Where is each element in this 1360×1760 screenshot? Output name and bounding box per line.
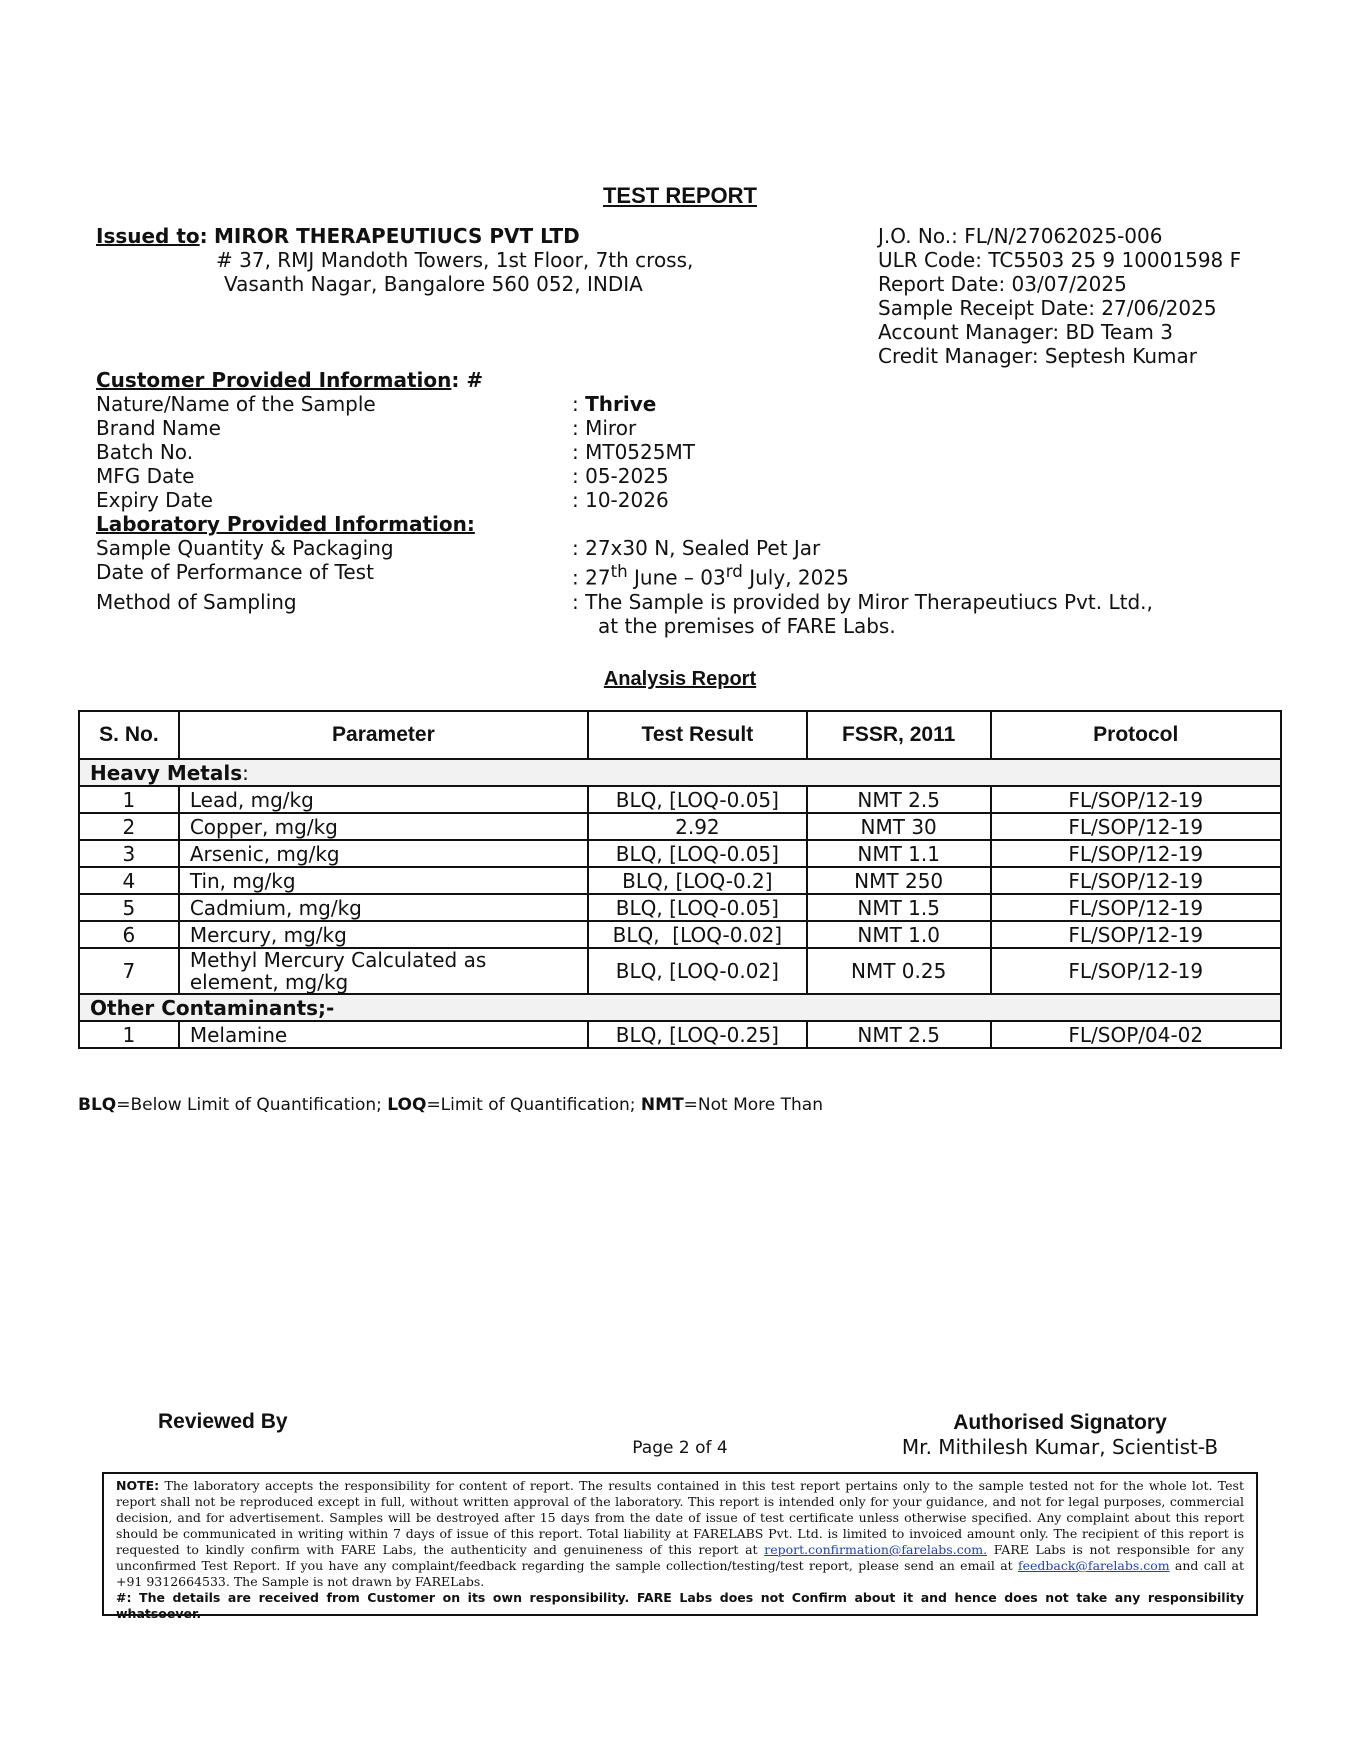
report-title: TEST REPORT: [602, 183, 757, 208]
customer-disclaimer: #: The details are received from Customer on its own responsibility. FARE Labs does not Confirm about it and hence does not take any responsibility whatsoever.: [116, 1590, 1244, 1621]
sample-information: [96, 368, 1216, 638]
table-row: 3 Arsenic, mg/kg BLQ, [LOQ-0.05] NMT 1.1 FL/SOP/12-19: [79, 840, 1281, 867]
report-date: Report Date: 03/07/2025: [878, 272, 1127, 296]
customer-info-heading: Customer Provided Information: #: [96, 368, 484, 392]
reviewed-by: Reviewed By: [158, 1410, 288, 1433]
info-row: MFG Date : 05-2025: [96, 464, 669, 488]
issued-to: Issued to: MIROR THERAPEUTIUCS PVT LTD: [96, 224, 580, 248]
company-address: [216, 248, 693, 296]
section-heavy-metals: Heavy Metals: [90, 760, 243, 785]
info-row: Date of Performance of Test : 27th June – 03rd July, 2025: [96, 560, 849, 590]
analysis-title: Analysis Report: [603, 668, 757, 690]
col-fssr: FSSR, 2011: [807, 711, 991, 759]
col-sno: S. No.: [79, 711, 179, 759]
info-row: Sample Quantity & Packaging : 27x30 N, Sealed Pet Jar: [96, 536, 821, 560]
table-row: 7 Methyl Mercury Calculated as element, mg/kg BLQ, [LOQ-0.02] NMT 0.25 FL/SOP/12-19: [79, 948, 1281, 994]
page-number: Page 2 of 4: [632, 1438, 728, 1458]
table-row: 6 Mercury, mg/kg BLQ, [LOQ-0.02] NMT 1.0 FL/SOP/12-19: [79, 921, 1281, 948]
disclaimer-note: NOTE: The laboratory accepts the responsibility for content of report. The results contained in this test report pertains only to the sample tested not for the whole lot. Test report shall not be reproduced except in full, without written approval of the laboratory. This report is intended only for your guidance, and not for legal purposes, commercial decision, and for advertisement. Samples will be destroyed after 15 days from the date of issue of test certificate unless otherwise specified. Any complaint about this report should be communicated in writing within 7 days of issue of this report. Total liability at FARELABS Pvt. Ltd. is limited to invoiced amount only. The recipient of this report is requested to kindly confirm with FARE Labs, the authenticity and genuineness of this report at report.confirmation@farelabs.com. FARE Labs is not responsible for any unconfirmed Test Report. If you have any complaint/feedback regarding the sample collection/testing/test report, please send an email at feedback@farelabs.com and call at +91 9312664533. The Sample is not drawn by FARELabs. #: The details are received from Customer on its own responsibility. FARE Labs does not Confirm about it and hence does not take any responsibility whatsoever.: [102, 1472, 1258, 1616]
table-row: 2 Copper, mg/kg 2.92 NMT 30 FL/SOP/12-19: [79, 813, 1281, 840]
col-protocol: Protocol: [991, 711, 1282, 759]
info-row: Nature/Name of the Sample : Thrive: [96, 392, 657, 416]
confirmation-email-link[interactable]: report.confirmation@farelabs.com.: [764, 1542, 988, 1557]
report-meta: [878, 224, 1241, 368]
table-row: 1 Lead, mg/kg BLQ, [LOQ-0.05] NMT 2.5 FL/SOP/12-19: [79, 786, 1281, 813]
section-row: [79, 994, 1281, 1021]
table-row: 1 Melamine BLQ, [LOQ-0.25] NMT 2.5 FL/SOP/04-02: [79, 1021, 1281, 1048]
section-row: Heavy Metals:: [79, 759, 1281, 786]
col-parameter: Parameter: [179, 711, 588, 759]
jo-number: J.O. No.: FL/N/27062025-006: [878, 224, 1163, 248]
signatory-name: Mr. Mithilesh Kumar, Scientist-B: [901, 1435, 1219, 1459]
section-other-contaminants: Other Contaminants;-: [90, 995, 335, 1020]
address-line: # 37, RMJ Mandoth Towers, 1st Floor, 7th cross,: [216, 248, 694, 272]
abbreviation-legend: BLQ=Below Limit of Quantification; LOQ=Limit of Quantification; NMT=Not More Than: [78, 1095, 824, 1115]
ulr-code: ULR Code: TC5503 25 9 10001598 F: [878, 248, 1242, 272]
info-row: Method of Sampling : The Sample is provided by Miror Therapeutiucs Pvt. Ltd., at the premises of FARE Labs.: [96, 589, 1153, 638]
authorised-signatory: Authorised Signatory Mr. Mithilesh Kumar, Scientist-B: [860, 1410, 1260, 1460]
lab-info-heading: Laboratory Provided Information:: [96, 512, 475, 536]
sample-receipt-date: Sample Receipt Date: 27/06/2025: [878, 296, 1217, 320]
company-name: MIROR THERAPEUTIUCS PVT LTD: [214, 224, 580, 248]
info-row: Batch No. : MT0525MT: [96, 440, 695, 464]
table-header-row: [79, 711, 1281, 759]
feedback-email-link[interactable]: feedback@farelabs.com: [1017, 1558, 1170, 1573]
info-row: Brand Name : Miror: [96, 416, 637, 440]
table-row: 5 Cadmium, mg/kg BLQ, [LOQ-0.05] NMT 1.5 FL/SOP/12-19: [79, 894, 1281, 921]
credit-manager: Credit Manager: Septesh Kumar: [878, 344, 1197, 368]
sample-name: Thrive: [585, 392, 657, 416]
address-line: Vasanth Nagar, Bangalore 560 052, INDIA: [224, 272, 643, 296]
info-row: Expiry Date : 10-2026: [96, 488, 669, 512]
issued-label: Issued to: [96, 224, 200, 248]
analysis-table: [78, 710, 1282, 1049]
account-manager: Account Manager: BD Team 3: [878, 320, 1173, 344]
table-row: 4 Tin, mg/kg BLQ, [LOQ-0.2] NMT 250 FL/SOP/12-19: [79, 867, 1281, 894]
col-test-result: Test Result: [588, 711, 807, 759]
